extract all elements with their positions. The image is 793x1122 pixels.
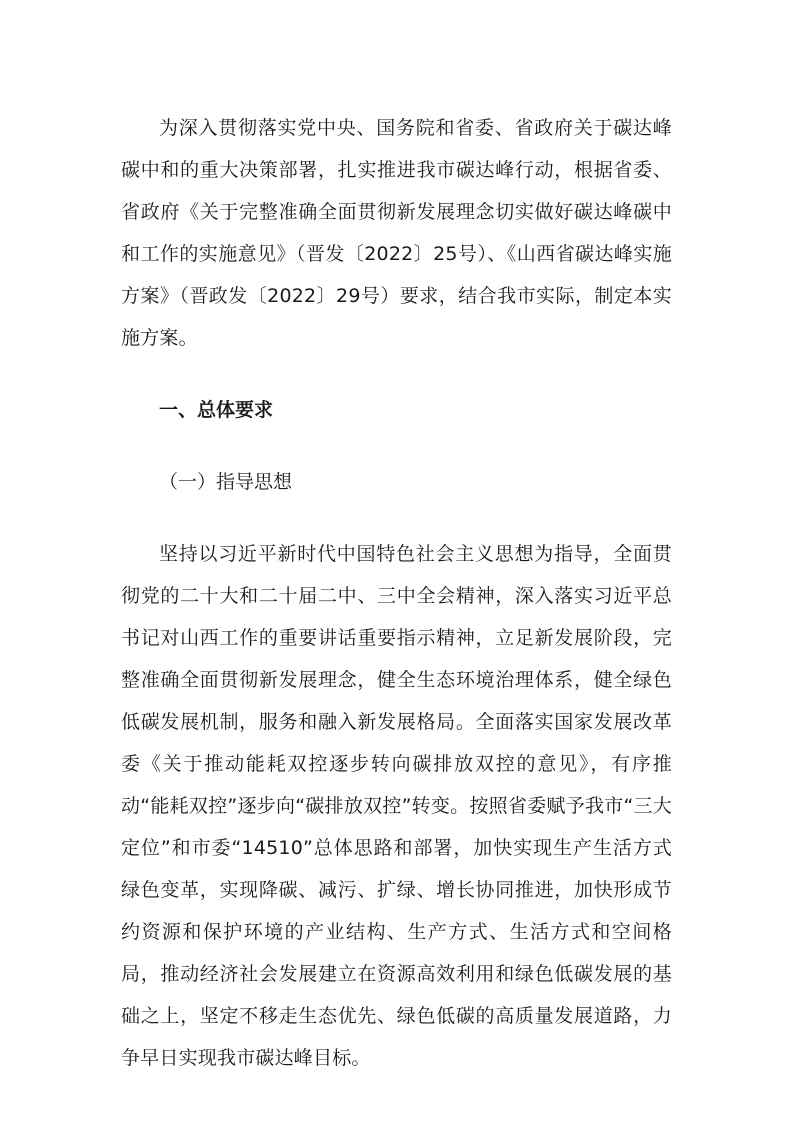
subsection-heading: （一）指导思想	[159, 471, 293, 493]
section-heading: 一、总体要求	[159, 399, 274, 421]
intro-paragraph: 为深入贯彻落实党中央、国务院和省委、省政府关于碳达峰碳中和的重大决策部署，扎实推进我市碳达峰行动，根据省委、省政府《关于完整准确全面贯彻新发展理念切实做好碳达峰碳中和工作的实施意见》（晋发〔2022〕25号）、《山西省碳达峰实施方案》（晋政发〔2022〕29号）要求，结合我市实际，制定本实施方案。	[121, 117, 672, 349]
guiding-paragraph: 坚持以习近平新时代中国特色社会主义思想为指导，全面贯彻党的二十大和二十届二中、三中全会精神，深入落实习近平总书记对山西工作的重要讲话重要指示精神，立足新发展阶段，完整准确全面贯彻新发展理念，健全生态环境治理体系，健全绿色低碳发展机制，服务和融入新发展格局。全面落实国家发展改革委《关于推动能耗双控逐步转向碳排放双控的意见》，有序推动“能耗双控”逐步向“碳排放双控”转变。按照省委赋予我市“三大定位”和市委“14510”总体思路和部署，加快实现生产生活方式绿色变革，实现降碳、减污、扩绿、增长协同推进，加快形成节约资源和保护环境的产业结构、生产方式、生活方式和空间格局，推动经济社会发展建立在资源高效利用和绿色低碳发展的基础之上，坚定不移走生态优先、绿色低碳的高质量发展道路，力争早日实现我市碳达峰目标。	[121, 543, 672, 1069]
document-body	[121, 107, 672, 1079]
